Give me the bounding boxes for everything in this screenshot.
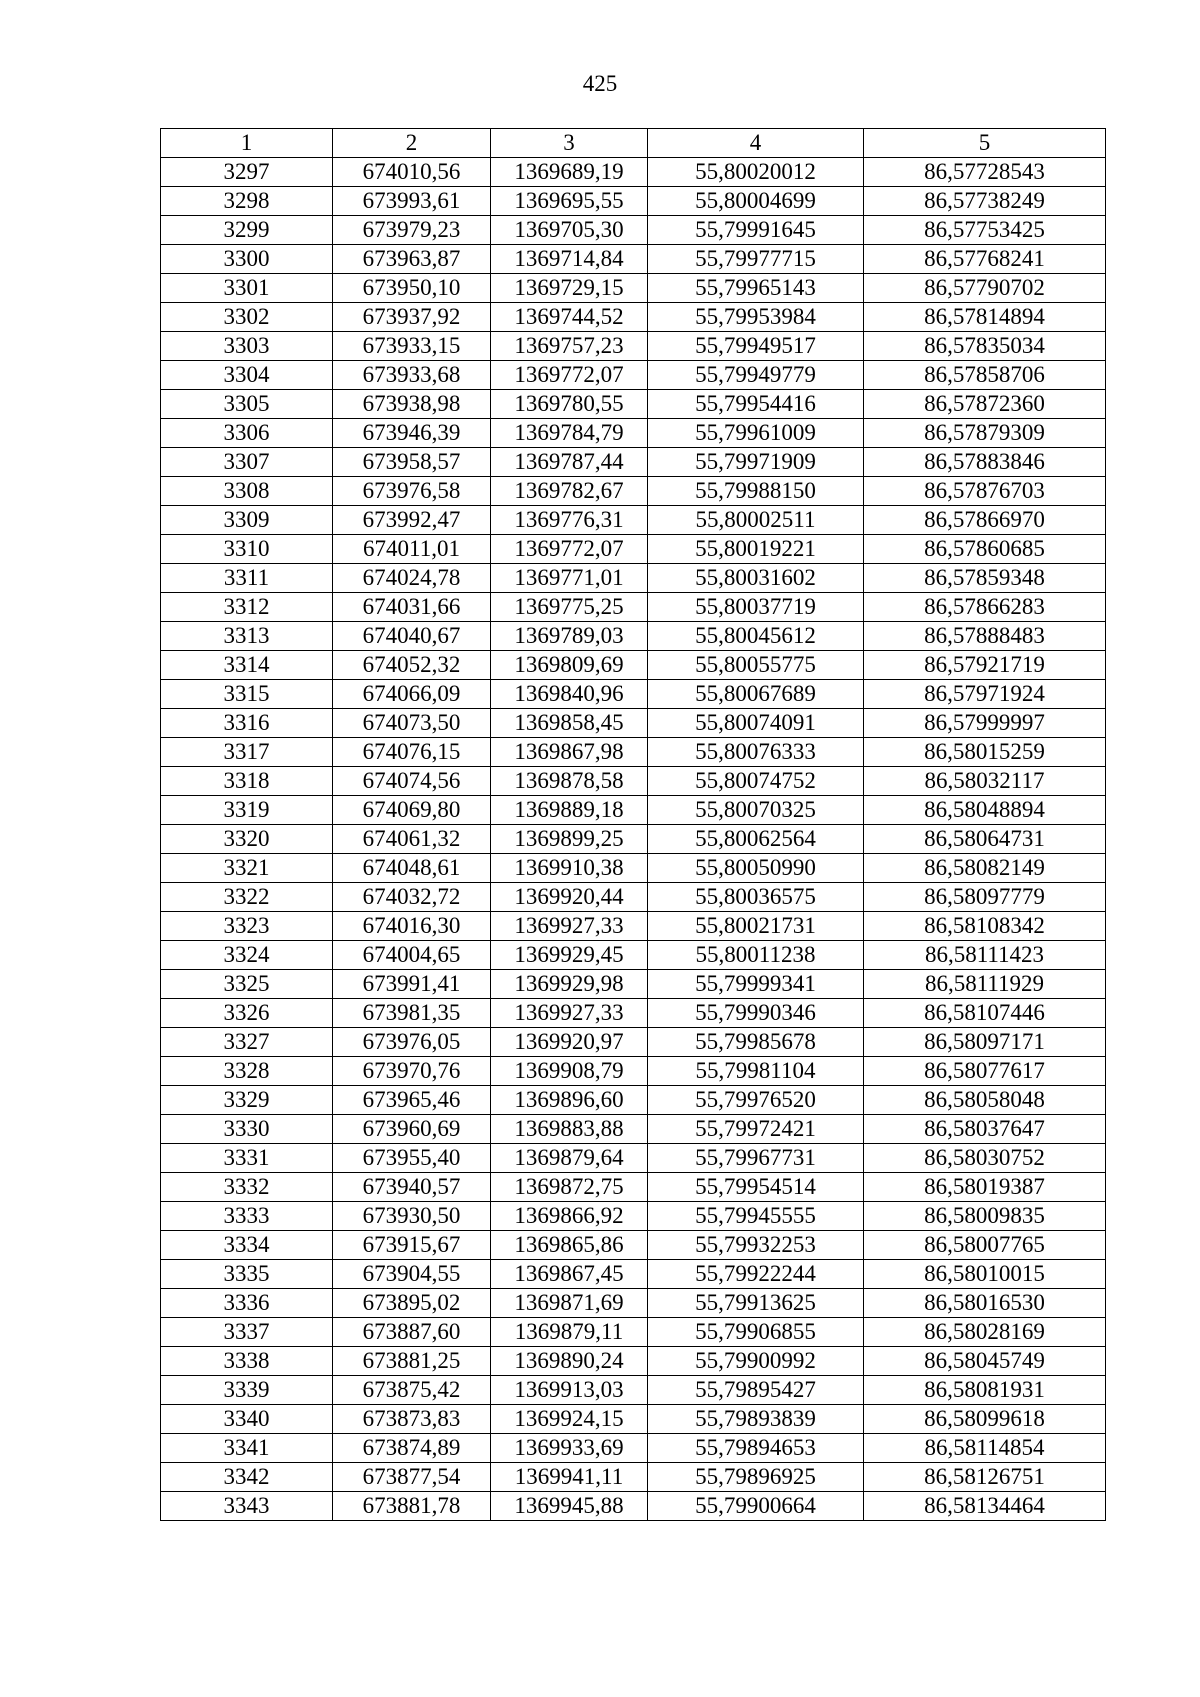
table-cell: 55,79977715 [648,245,864,274]
table-cell: 3328 [161,1057,333,1086]
table-cell: 3316 [161,709,333,738]
table-cell: 1369879,11 [491,1318,648,1347]
table-cell: 1369920,44 [491,883,648,912]
table-cell: 86,57753425 [864,216,1106,245]
table-row [161,593,1106,622]
table-row [161,1405,1106,1434]
table-row [161,1463,1106,1492]
table-cell: 1369871,69 [491,1289,648,1318]
table-cell: 1369927,33 [491,912,648,941]
table-cell: 3317 [161,738,333,767]
column-header: 2 [333,129,491,158]
table-cell: 1369729,15 [491,274,648,303]
table-cell: 1369872,75 [491,1173,648,1202]
table-row [161,680,1106,709]
table-row [161,854,1106,883]
table-cell: 1369889,18 [491,796,648,825]
table-cell: 3320 [161,825,333,854]
table-cell: 673877,54 [333,1463,491,1492]
table-cell: 55,79991645 [648,216,864,245]
table-cell: 55,79967731 [648,1144,864,1173]
table-cell: 673933,68 [333,361,491,390]
table-cell: 86,58134464 [864,1492,1106,1521]
table-cell: 3341 [161,1434,333,1463]
table-cell: 86,58108342 [864,912,1106,941]
table-cell: 3305 [161,390,333,419]
table-cell: 55,79988150 [648,477,864,506]
table-cell: 3333 [161,1202,333,1231]
table-cell: 674048,61 [333,854,491,883]
table-row [161,158,1106,187]
table-row [161,332,1106,361]
table-cell: 55,80074752 [648,767,864,796]
table-cell: 3306 [161,419,333,448]
table-cell: 674061,32 [333,825,491,854]
table-cell: 3298 [161,187,333,216]
table-cell: 1369927,33 [491,999,648,1028]
table-cell: 55,79945555 [648,1202,864,1231]
table-cell: 86,58097779 [864,883,1106,912]
table-cell: 86,57835034 [864,332,1106,361]
table-cell: 673965,46 [333,1086,491,1115]
table-cell: 86,58077617 [864,1057,1106,1086]
table-cell: 3343 [161,1492,333,1521]
table-cell: 3334 [161,1231,333,1260]
table-cell: 86,57814894 [864,303,1106,332]
table-cell: 86,58048894 [864,796,1106,825]
table-cell: 1369924,15 [491,1405,648,1434]
table-cell: 55,80045612 [648,622,864,651]
table-cell: 3336 [161,1289,333,1318]
table-cell: 673933,15 [333,332,491,361]
table-cell: 673881,25 [333,1347,491,1376]
table-cell: 3324 [161,941,333,970]
table-row [161,796,1106,825]
table-cell: 1369913,03 [491,1376,648,1405]
table-cell: 674031,66 [333,593,491,622]
table-cell: 673938,98 [333,390,491,419]
table-cell: 1369714,84 [491,245,648,274]
table-cell: 1369941,11 [491,1463,648,1492]
table-cell: 3299 [161,216,333,245]
table-cell: 1369689,19 [491,158,648,187]
table-cell: 86,57921719 [864,651,1106,680]
table-cell: 1369780,55 [491,390,648,419]
table-cell: 55,79954416 [648,390,864,419]
table-cell: 55,80011238 [648,941,864,970]
table-cell: 3309 [161,506,333,535]
table-cell: 3302 [161,303,333,332]
table-cell: 55,79990346 [648,999,864,1028]
table-cell: 3304 [161,361,333,390]
table-cell: 673873,83 [333,1405,491,1434]
table-cell: 673946,39 [333,419,491,448]
table-cell: 86,58114854 [864,1434,1106,1463]
table-cell: 86,57971924 [864,680,1106,709]
table-cell: 55,79913625 [648,1289,864,1318]
table-cell: 55,80062564 [648,825,864,854]
table-cell: 86,58016530 [864,1289,1106,1318]
table-cell: 86,57859348 [864,564,1106,593]
table-cell: 673993,61 [333,187,491,216]
table-cell: 673955,40 [333,1144,491,1173]
table-cell: 1369866,92 [491,1202,648,1231]
table-cell: 86,58045749 [864,1347,1106,1376]
table-cell: 673875,42 [333,1376,491,1405]
table-cell: 55,79985678 [648,1028,864,1057]
table-row [161,883,1106,912]
table-cell: 673895,02 [333,1289,491,1318]
table-cell: 3308 [161,477,333,506]
table-cell: 673937,92 [333,303,491,332]
table-cell: 3327 [161,1028,333,1057]
table-row [161,941,1106,970]
table-cell: 86,57872360 [864,390,1106,419]
table-row [161,651,1106,680]
table-cell: 86,58030752 [864,1144,1106,1173]
table-cell: 55,79949517 [648,332,864,361]
table-cell: 3315 [161,680,333,709]
table-row [161,1434,1106,1463]
table-cell: 3310 [161,535,333,564]
table-row [161,274,1106,303]
table-cell: 86,57866970 [864,506,1106,535]
table-cell: 86,58099618 [864,1405,1106,1434]
table-cell: 3303 [161,332,333,361]
table-cell: 1369896,60 [491,1086,648,1115]
table-cell: 86,58037647 [864,1115,1106,1144]
table-row [161,709,1106,738]
table-row [161,245,1106,274]
table-cell: 674040,67 [333,622,491,651]
table-cell: 1369782,67 [491,477,648,506]
table-cell: 86,58058048 [864,1086,1106,1115]
table-cell: 55,80004699 [648,187,864,216]
table-cell: 3307 [161,448,333,477]
table-cell: 86,57879309 [864,419,1106,448]
table-cell: 1369867,45 [491,1260,648,1289]
table-cell: 673976,05 [333,1028,491,1057]
table-cell: 55,79965143 [648,274,864,303]
table-cell: 674052,32 [333,651,491,680]
table-cell: 55,80020012 [648,158,864,187]
table-cell: 55,79922244 [648,1260,864,1289]
table-cell: 1369945,88 [491,1492,648,1521]
table-row [161,1115,1106,1144]
table-cell: 3319 [161,796,333,825]
table-cell: 86,57866283 [864,593,1106,622]
table-cell: 55,79896925 [648,1463,864,1492]
table-cell: 86,57860685 [864,535,1106,564]
table-cell: 1369776,31 [491,506,648,535]
table-cell: 673960,69 [333,1115,491,1144]
table-cell: 1369757,23 [491,332,648,361]
table-cell: 55,79932253 [648,1231,864,1260]
table-cell: 1369883,88 [491,1115,648,1144]
table-cell: 55,79976520 [648,1086,864,1115]
table-cell: 55,79900664 [648,1492,864,1521]
table-cell: 1369789,03 [491,622,648,651]
table-cell: 55,80037719 [648,593,864,622]
table-cell: 1369840,96 [491,680,648,709]
table-cell: 1369787,44 [491,448,648,477]
table-cell: 3300 [161,245,333,274]
table-cell: 55,79894653 [648,1434,864,1463]
table-row [161,448,1106,477]
table-cell: 673992,47 [333,506,491,535]
table-cell: 1369878,58 [491,767,648,796]
table-cell: 673970,76 [333,1057,491,1086]
table-row [161,1144,1106,1173]
table-row [161,1260,1106,1289]
table-cell: 86,58010015 [864,1260,1106,1289]
table-cell: 3335 [161,1260,333,1289]
table-row [161,767,1106,796]
table-cell: 1369695,55 [491,187,648,216]
column-header: 1 [161,129,333,158]
table-row [161,361,1106,390]
table-row [161,1173,1106,1202]
table-cell: 86,57790702 [864,274,1106,303]
table-cell: 674032,72 [333,883,491,912]
table-cell: 86,57883846 [864,448,1106,477]
table-cell: 673904,55 [333,1260,491,1289]
table-cell: 86,58064731 [864,825,1106,854]
table-cell: 86,58111929 [864,970,1106,999]
table-cell: 86,58032117 [864,767,1106,796]
table-cell: 3337 [161,1318,333,1347]
table-row [161,738,1106,767]
table-cell: 1369865,86 [491,1231,648,1260]
table-cell: 3314 [161,651,333,680]
table-row [161,825,1106,854]
table-cell: 674076,15 [333,738,491,767]
table-row [161,564,1106,593]
table-cell: 86,57876703 [864,477,1106,506]
table-cell: 674074,56 [333,767,491,796]
table-cell: 55,80074091 [648,709,864,738]
table-row [161,187,1106,216]
table-row [161,1231,1106,1260]
table-cell: 55,80036575 [648,883,864,912]
table-cell: 673991,41 [333,970,491,999]
table-cell: 86,58019387 [864,1173,1106,1202]
table-cell: 55,79972421 [648,1115,864,1144]
table-header-row [161,129,1106,158]
table-row [161,1086,1106,1115]
table-cell: 55,79949779 [648,361,864,390]
table-cell: 3297 [161,158,333,187]
table-cell: 55,79961009 [648,419,864,448]
table-cell: 1369858,45 [491,709,648,738]
table-cell: 674066,09 [333,680,491,709]
table-cell: 3311 [161,564,333,593]
table-cell: 55,79893839 [648,1405,864,1434]
table-cell: 86,57888483 [864,622,1106,651]
table-cell: 1369772,07 [491,535,648,564]
table-row [161,303,1106,332]
table-cell: 673930,50 [333,1202,491,1231]
table-row [161,999,1106,1028]
table-cell: 674004,65 [333,941,491,970]
table-cell: 86,58081931 [864,1376,1106,1405]
table-cell: 3340 [161,1405,333,1434]
table-cell: 3329 [161,1086,333,1115]
table-cell: 55,80031602 [648,564,864,593]
table-cell: 55,79999341 [648,970,864,999]
page-number: 425 [582,71,618,96]
table-cell: 55,80055775 [648,651,864,680]
table-cell: 673976,58 [333,477,491,506]
table-row [161,1202,1106,1231]
table-cell: 1369899,25 [491,825,648,854]
table-cell: 673940,57 [333,1173,491,1202]
table-cell: 1369867,98 [491,738,648,767]
table-cell: 1369929,45 [491,941,648,970]
table-cell: 674011,01 [333,535,491,564]
table-cell: 55,79981104 [648,1057,864,1086]
table-cell: 86,57858706 [864,361,1106,390]
table-cell: 673887,60 [333,1318,491,1347]
table-cell: 55,79954514 [648,1173,864,1202]
table-row [161,390,1106,419]
table-cell: 3322 [161,883,333,912]
table-row [161,1347,1106,1376]
table-cell: 1369879,64 [491,1144,648,1173]
table-cell: 1369809,69 [491,651,648,680]
table-cell: 673881,78 [333,1492,491,1521]
table-row [161,912,1106,941]
table-row [161,1376,1106,1405]
table-cell: 1369772,07 [491,361,648,390]
table-cell: 1369920,97 [491,1028,648,1057]
table-cell: 3321 [161,854,333,883]
table-cell: 55,80067689 [648,680,864,709]
table-cell: 55,80021731 [648,912,864,941]
table-cell: 674024,78 [333,564,491,593]
column-header: 4 [648,129,864,158]
table-cell: 1369933,69 [491,1434,648,1463]
table-cell: 673979,23 [333,216,491,245]
table-cell: 86,58097171 [864,1028,1106,1057]
table-cell: 1369705,30 [491,216,648,245]
table-cell: 673981,35 [333,999,491,1028]
table-cell: 1369929,98 [491,970,648,999]
table-cell: 3325 [161,970,333,999]
table-cell: 3312 [161,593,333,622]
table-cell: 55,80070325 [648,796,864,825]
table-cell: 86,58007765 [864,1231,1106,1260]
table-cell: 86,58082149 [864,854,1106,883]
table-row [161,535,1106,564]
column-header: 5 [864,129,1106,158]
table-cell: 1369775,25 [491,593,648,622]
table-cell: 86,57738249 [864,187,1106,216]
table-cell: 1369910,38 [491,854,648,883]
table-cell: 3326 [161,999,333,1028]
table-cell: 55,79971909 [648,448,864,477]
table-row [161,970,1106,999]
table-row [161,1028,1106,1057]
table-cell: 55,79895427 [648,1376,864,1405]
table-cell: 1369908,79 [491,1057,648,1086]
table-cell: 674016,30 [333,912,491,941]
table-cell: 674073,50 [333,709,491,738]
table-cell: 3331 [161,1144,333,1173]
table-cell: 55,79900992 [648,1347,864,1376]
table-cell: 86,58126751 [864,1463,1106,1492]
table-cell: 55,80076333 [648,738,864,767]
table-cell: 3338 [161,1347,333,1376]
table-cell: 3332 [161,1173,333,1202]
table-cell: 86,57768241 [864,245,1106,274]
table-cell: 673958,57 [333,448,491,477]
table-row [161,216,1106,245]
table-cell: 1369771,01 [491,564,648,593]
table-cell: 674069,80 [333,796,491,825]
table-row [161,622,1106,651]
table-cell: 86,58107446 [864,999,1106,1028]
table-row [161,1492,1106,1521]
table-cell: 3330 [161,1115,333,1144]
table-cell: 3342 [161,1463,333,1492]
table-cell: 673950,10 [333,274,491,303]
table-row [161,477,1106,506]
table-cell: 55,80002511 [648,506,864,535]
table-cell: 3323 [161,912,333,941]
table-cell: 1369784,79 [491,419,648,448]
table-cell: 55,80050990 [648,854,864,883]
table-cell: 55,79906855 [648,1318,864,1347]
table-row [161,1289,1106,1318]
table-row [161,1057,1106,1086]
table-cell: 1369744,52 [491,303,648,332]
table-cell: 3318 [161,767,333,796]
table-cell: 86,57728543 [864,158,1106,187]
table-cell: 86,58015259 [864,738,1106,767]
table-cell: 86,58028169 [864,1318,1106,1347]
table-cell: 673915,67 [333,1231,491,1260]
coordinates-table [160,128,1106,1521]
table-cell: 3339 [161,1376,333,1405]
table-cell: 674010,56 [333,158,491,187]
table-row [161,419,1106,448]
table-cell: 86,57999997 [864,709,1106,738]
table-cell: 673963,87 [333,245,491,274]
table-cell: 673874,89 [333,1434,491,1463]
table-body [161,158,1106,1521]
column-header: 3 [491,129,648,158]
table-cell: 86,58009835 [864,1202,1106,1231]
table-cell: 3301 [161,274,333,303]
table-cell: 86,58111423 [864,941,1106,970]
table-row [161,1318,1106,1347]
table-row [161,506,1106,535]
table-cell: 55,80019221 [648,535,864,564]
table-cell: 3313 [161,622,333,651]
table-cell: 1369890,24 [491,1347,648,1376]
table-cell: 55,79953984 [648,303,864,332]
